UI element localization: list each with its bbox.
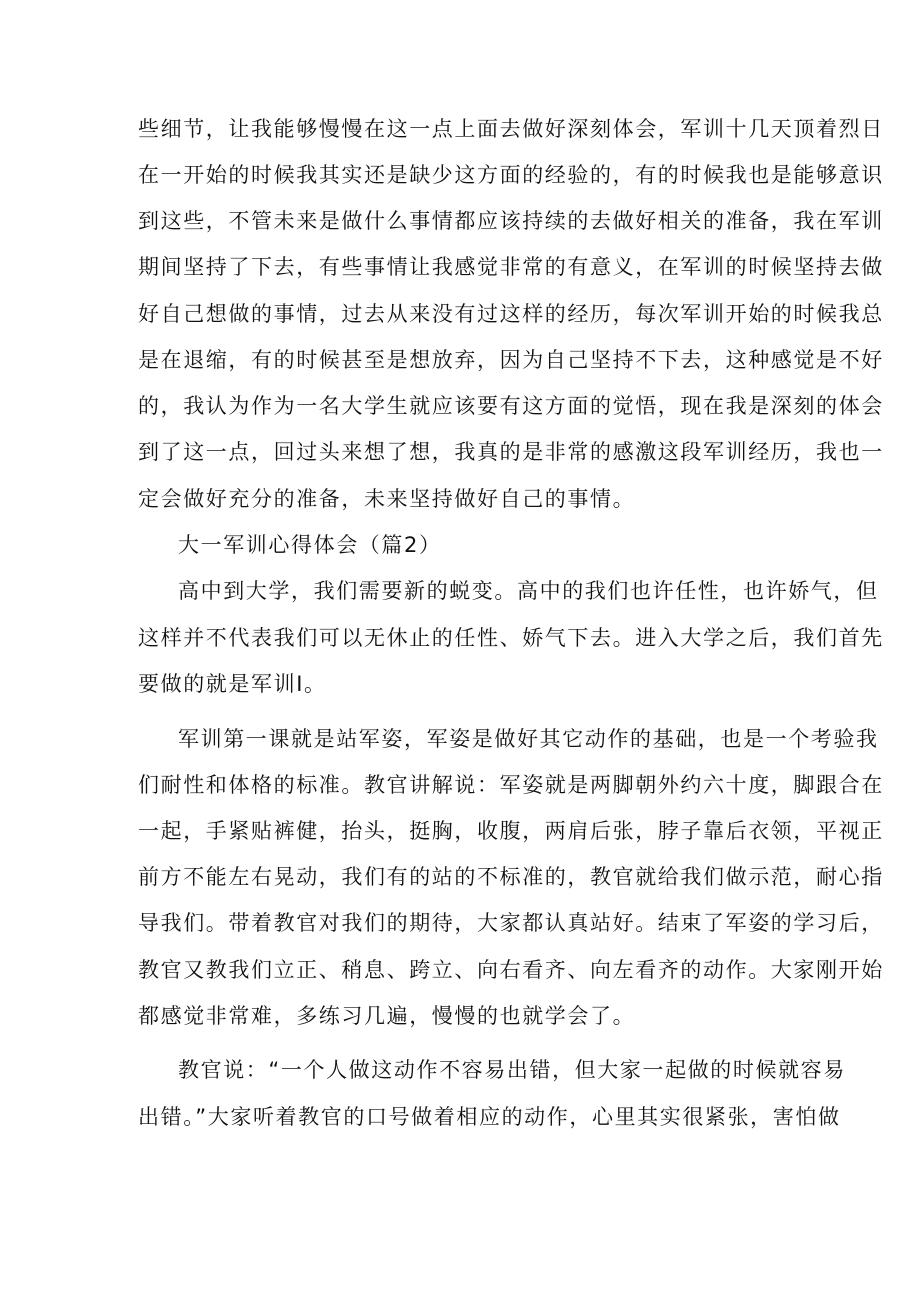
text-line: 都感觉非常难，多练习几遍，慢慢的也就学会了。 [138,1004,636,1028]
section-heading: 大一军训心得体会（篇2） [178,533,442,557]
text-line: 教官说：“一个人做这动作不容易出错，但大家一起做的时候就容易 [178,1058,846,1082]
text-line: 好自己想做的事情，过去从来没有过这样的经历，每次军训开始的时候我总 [138,302,884,326]
text-line: 期间坚持了下去，有些事情让我感觉非常的有意义，在军训的时候坚持去做 [138,255,884,279]
text-line: 导我们。带着教官对我们的期待，大家都认真站好。结束了军姿的学习后， [138,911,884,935]
text-line: 到了这一点，回过头来想了想，我真的是非常的感激这段军训经历，我也一 [138,440,884,464]
text-line: 在一开始的时候我其实还是缺少这方面的经验的，有的时候我也是能够意识 [138,163,884,187]
text-line: 们耐性和体格的标准。教官讲解说：军姿就是两脚朝外约六十度，脚跟合在 [138,773,884,797]
text-line: 到这些，不管未来是做什么事情都应该持续的去做好相关的准备，我在军训 [138,209,884,233]
text-line: 是在退缩，有的时候甚至是想放弃，因为自己坚持不下去，这种感觉是不好 [138,348,884,372]
text-line: 要做的就是军训I。 [138,672,327,696]
text-line: 这样并不代表我们可以无休止的任性、娇气下去。进入大学之后，我们首先 [138,626,884,650]
text-line: 教官又教我们立正、稍息、跨立、向右看齐、向左看齐的动作。大家刚开始 [138,958,884,982]
text-line: 些细节，让我能够慢慢在这一点上面去做好深刻体会，军训十几天顶着烈日 [138,117,884,141]
text-line: 前方不能左右晃动，我们有的站的不标准的，教官就给我们做示范，耐心指 [138,865,884,889]
text-line: 出错。”大家听着教官的口号做着相应的动作，心里其实很紧张，害怕做 [138,1105,841,1129]
text-line: 定会做好充分的准备，未来坚持做好自己的事情。 [138,487,636,511]
text-line: 军训第一课就是站军姿，军姿是做好其它动作的基础，也是一个考验我 [178,727,879,751]
text-line: 一起，手紧贴裤健，抬头，挺胸，收腹，两肩后张，脖子靠后衣领，平视正 [138,819,884,843]
text-line: 高中到大学，我们需要新的蜕变。高中的我们也许任性，也许娇气，但 [178,579,879,603]
text-line: 的，我认为作为一名大学生就应该要有这方面的觉悟，现在我是深刻的体会 [138,394,884,418]
